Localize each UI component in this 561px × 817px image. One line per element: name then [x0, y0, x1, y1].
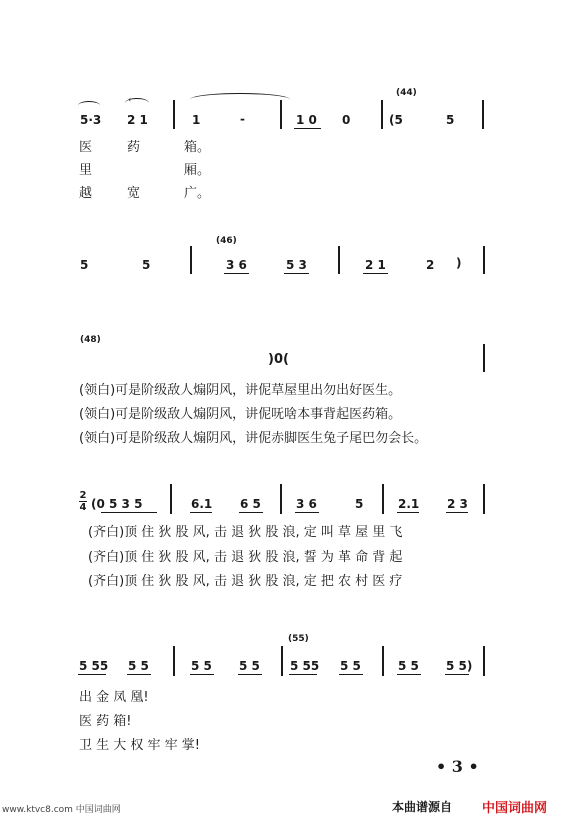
note-group: 2.1: [398, 497, 420, 511]
lyric-char: 厢。: [184, 163, 211, 178]
speech-line: (领白)可是阶级敌人煽阴风，讲伲呒啥本事背起医药箱。: [79, 407, 402, 422]
note-group: 2 1: [365, 258, 386, 272]
note-group: 6 5: [240, 497, 261, 511]
beam-underline: [101, 512, 157, 513]
grace-accent: ‹: [128, 95, 132, 104]
footer-source-label: 本曲谱源自: [392, 800, 453, 814]
note-group: 5 3: [286, 258, 307, 272]
note-group: 5: [80, 258, 89, 272]
bar-line: [482, 100, 484, 129]
bar-line: [483, 344, 485, 372]
note-group: 1 0: [296, 113, 317, 127]
lyric-char: 药: [127, 140, 141, 155]
note-group: 5 5: [191, 659, 212, 673]
lyric-char: 宽: [127, 186, 141, 201]
note-group: 3 6: [296, 497, 317, 511]
beam-underline: [446, 512, 468, 513]
footer-brand-link[interactable]: 中国词曲网: [482, 801, 548, 816]
beam-underline: [397, 674, 421, 675]
beam-underline: [339, 674, 363, 675]
speech-line: (领白)可是阶级敌人煽阴风，讲伲赤脚医生兔子尾巴勿会长。: [79, 431, 428, 446]
note-group: 6.1: [191, 497, 213, 511]
note-group: 5 5: [239, 659, 260, 673]
lyric-line: 出 金 凤 凰!: [79, 690, 149, 705]
measure-number-46: (46): [216, 236, 237, 246]
note-group: 5 55: [79, 659, 109, 673]
beam-underline: [224, 273, 249, 274]
chorus-line: (齐白)顶 住 狄 股 风, 击 退 狄 股 浪, 定 叫 草 屋 里 飞: [88, 525, 403, 540]
beam-underline: [295, 512, 319, 513]
beam-underline: [294, 128, 321, 129]
bar-line: [280, 100, 282, 129]
bar-line: [338, 246, 340, 274]
note-group: (0 5 3 5: [91, 497, 143, 511]
note-group: 5: [142, 258, 151, 272]
bar-line: [483, 246, 485, 274]
note-group: 5 55: [290, 659, 320, 673]
lyric-char: 广。: [184, 186, 211, 201]
bar-line: [483, 484, 485, 514]
time-signature-bottom: 4: [79, 502, 87, 513]
note-group: 5: [355, 497, 364, 511]
chorus-line: (齐白)顶 住 狄 股 风, 击 退 狄 股 浪, 誓 为 革 命 背 起: [88, 550, 403, 565]
bar-line: [170, 484, 172, 514]
bar-line: [381, 100, 383, 129]
beam-underline: [445, 674, 469, 675]
note-group: 5 5: [398, 659, 419, 673]
bar-line: [382, 646, 384, 676]
note-group: 2 3: [447, 497, 468, 511]
beam-underline: [239, 512, 263, 513]
bar-line: [382, 484, 384, 514]
time-signature-top: 2: [79, 490, 87, 501]
note-group: 5·3: [80, 113, 102, 127]
beam-underline: [127, 674, 151, 675]
note-group: ): [456, 256, 462, 270]
note-group: 3 6: [226, 258, 247, 272]
chorus-line: (齐白)顶 住 狄 股 风, 击 退 狄 股 浪, 定 把 农 村 医 疗: [88, 574, 403, 589]
time-signature: [79, 491, 87, 512]
beam-underline: [284, 273, 309, 274]
lyric-line: 卫 生 大 权 牢 牢 掌!: [79, 738, 201, 753]
note-group: 5 5: [128, 659, 149, 673]
footer-site-link[interactable]: www.ktvc8.com 中国词曲网: [2, 805, 121, 815]
page-number: • 3 •: [436, 757, 479, 776]
bar-line: [483, 646, 485, 676]
beam-underline: [397, 512, 419, 513]
note-group: 2 1: [127, 113, 148, 127]
slur-mark: [78, 101, 100, 110]
beam-underline: [289, 674, 317, 675]
note-group: 5 5: [340, 659, 361, 673]
note-group: 5 5): [446, 659, 473, 673]
bar-line: [280, 484, 282, 514]
measure-number-48: (48): [80, 335, 101, 345]
beam-underline: [238, 674, 262, 675]
lyric-line: 医 药 箱!: [79, 714, 132, 729]
note-dash: -: [240, 112, 245, 126]
beam-underline: [190, 512, 212, 513]
note-group: 1: [192, 113, 201, 127]
lyric-char: 越: [79, 186, 93, 201]
speech-line: (领白)可是阶级敌人煽阴风，讲伲草屋里出勿出好医生。: [79, 383, 402, 398]
bar-line: [281, 646, 283, 676]
measure-number-55: (55): [288, 634, 309, 644]
beam-underline: [363, 273, 388, 274]
bar-line: [173, 646, 175, 676]
lyric-char: 医: [79, 140, 93, 155]
bar-line: [190, 246, 192, 274]
note-group: (5: [389, 113, 403, 127]
beam-underline: [78, 674, 106, 675]
rest-group: )0(: [268, 352, 289, 367]
bar-line: [173, 100, 175, 129]
note-group: 5: [446, 113, 455, 127]
measure-number-44: (44): [396, 88, 417, 98]
lyric-char: 里: [79, 163, 93, 178]
beam-underline: [190, 674, 214, 675]
tie-mark: [190, 93, 290, 106]
note-group: 2: [426, 258, 435, 272]
lyric-char: 箱。: [184, 140, 211, 155]
note-group: 0: [342, 113, 351, 127]
